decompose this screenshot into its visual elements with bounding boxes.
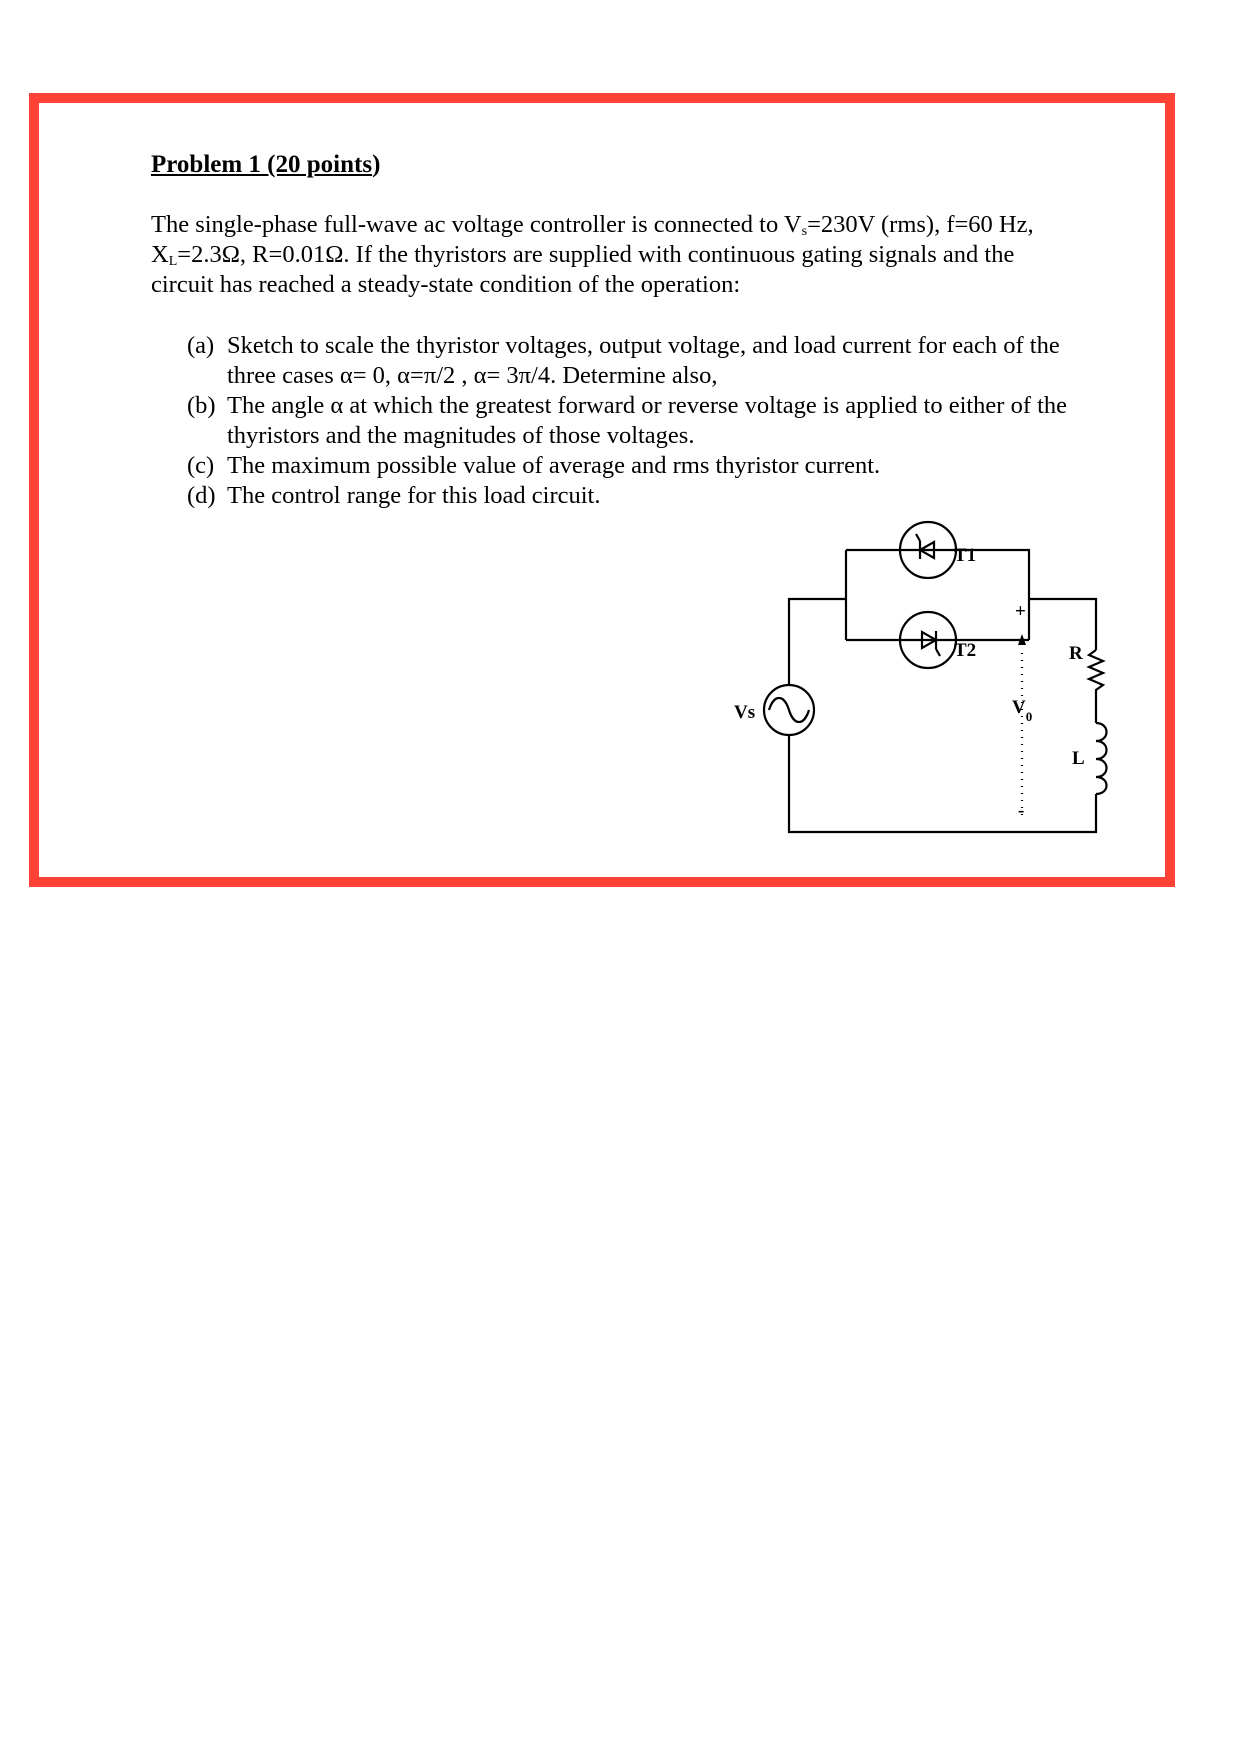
- intro-text: X: [151, 241, 169, 268]
- ac-source-symbol: [764, 685, 814, 735]
- intro-text: The single-phase full-wave ac voltage controller is connected to V: [151, 211, 802, 238]
- part-label: (d): [187, 482, 216, 509]
- vo-minus-sign: -: [1018, 800, 1025, 821]
- vo-label: [1012, 697, 1032, 724]
- part-text: three cases α= 0, α=π/2 , α= 3π/4. Determine also,: [227, 362, 718, 389]
- intro-text: circuit has reached a steady-state condition of the operation:: [151, 271, 741, 298]
- part-text: Sketch to scale the thyristor voltages, output voltage, and load current for each of the: [227, 332, 1060, 359]
- problem-parts-list: [187, 331, 1067, 511]
- part-d: [187, 481, 1067, 511]
- part-b: [187, 391, 1067, 451]
- part-text: The control range for this load circuit.: [227, 482, 601, 509]
- part-c: [187, 451, 1067, 481]
- intro-line-3: [151, 270, 1034, 300]
- source-top-wire: [789, 599, 846, 685]
- problem-title: [151, 150, 380, 180]
- vs-subscript: s: [801, 224, 808, 239]
- ac-controller-circuit-diagram: [720, 510, 1120, 845]
- xl-subscript: L: [168, 254, 178, 269]
- t1-label: T1: [954, 545, 977, 566]
- resistor-symbol: [1089, 650, 1103, 723]
- vo-subscript: 0: [1025, 709, 1033, 724]
- intro-text: =230V (rms), f=60 Hz,: [807, 211, 1034, 238]
- part-label: (c): [187, 452, 215, 479]
- problem-intro: [151, 210, 1034, 300]
- bottom-return-wire: [789, 735, 1096, 832]
- t2-label: T2: [954, 640, 977, 661]
- vo-plus-sign: +: [1015, 601, 1026, 622]
- intro-line-2: [151, 240, 1034, 270]
- problem-title-underlined: Problem 1 (20 points: [151, 151, 373, 178]
- vs-label: Vs: [734, 702, 756, 723]
- resistor-label: R: [1069, 643, 1083, 664]
- intro-line-1: [151, 210, 1034, 240]
- intro-text: =2.3Ω, R=0.01Ω. If the thyristors are supplied with continuous gating signals and the: [177, 241, 1015, 268]
- part-text: thyristors and the magnitudes of those voltages.: [227, 422, 695, 449]
- part-text: The maximum possible value of average and rms thyristor current.: [227, 452, 881, 479]
- part-text: The angle α at which the greatest forward or reverse voltage is applied to either of the: [227, 392, 1068, 419]
- part-label: (b): [187, 392, 216, 419]
- part-a: [187, 331, 1067, 391]
- inductor-symbol: [1096, 723, 1107, 794]
- part-label: (a): [187, 332, 215, 359]
- vo-main: V: [1012, 697, 1026, 718]
- load-top-wire: [1029, 599, 1096, 650]
- problem-title-tail: ): [372, 151, 381, 178]
- inductor-label: L: [1072, 748, 1085, 769]
